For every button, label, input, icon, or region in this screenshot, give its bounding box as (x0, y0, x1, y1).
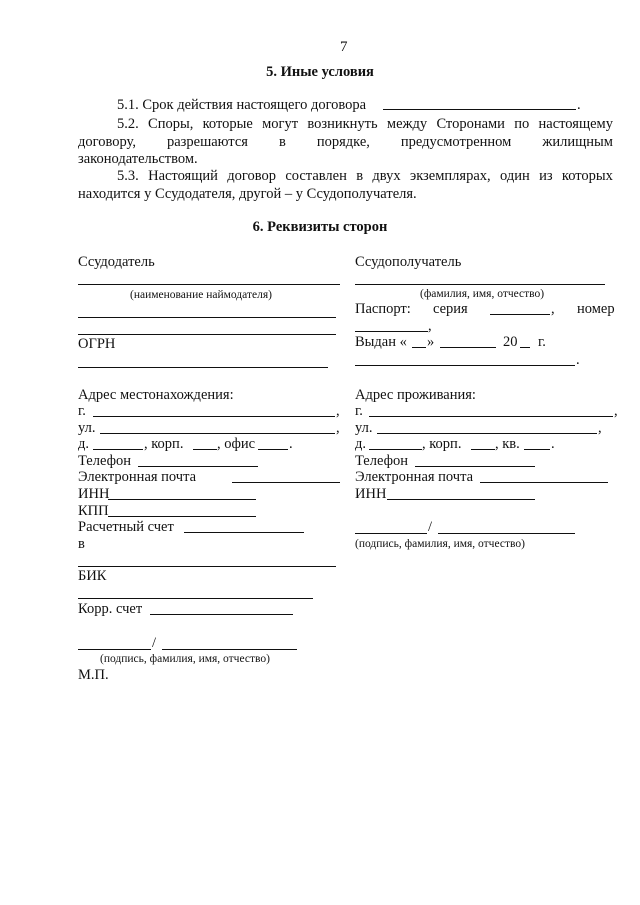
issued-label: Выдан « (355, 334, 407, 350)
issued-day-line (412, 347, 426, 348)
borrower-signature-caption: (подпись, фамилия, имя, отчество) (355, 538, 525, 550)
borrower-phone-label: Телефон (355, 453, 408, 469)
ogrn-label: ОГРН (78, 336, 116, 352)
passport-number-label: номер (577, 301, 615, 317)
ogrn-line (78, 367, 328, 368)
passport-series-label: серия (433, 301, 468, 317)
lender-slash: / (152, 635, 157, 651)
word: договор (227, 168, 276, 184)
lender-corr-line (150, 614, 293, 615)
passport-label: Паспорт: (355, 301, 411, 317)
lender-bank-line (78, 566, 336, 567)
word: могут (262, 116, 299, 132)
lender-house-label: д. (78, 436, 90, 452)
lender-fio-line (162, 649, 297, 650)
issued-year-line (520, 347, 530, 348)
lender-email-label: Электронная почта (78, 469, 197, 485)
stamp-label: М.П. (78, 667, 109, 683)
borrower-street-label: ул. (355, 420, 373, 436)
section-6-title: 6. Реквизиты сторон (252, 219, 388, 235)
lender-inn-line (108, 499, 256, 500)
lender-phone-line (138, 466, 258, 467)
borrower-email-label: Электронная почта (355, 469, 474, 485)
borrower-heading: Ссудополучатель (355, 254, 462, 270)
word: один (499, 168, 530, 184)
issued-close-quote: » (427, 334, 435, 350)
borrower-address-heading: Адрес проживания: (355, 387, 476, 403)
word: настоящему (538, 116, 613, 132)
borrower-house-label: д. (355, 436, 367, 452)
word: по (514, 116, 530, 132)
word: двух (372, 168, 401, 184)
borrower-slash: / (428, 519, 433, 535)
lender-city-label: г. (78, 403, 86, 419)
clause-5-2-line3: законодательством. (78, 151, 198, 167)
lender-account-line (184, 532, 304, 533)
lender-city-line (93, 416, 335, 417)
word: в (356, 168, 364, 184)
borrower-phone-line (415, 466, 535, 467)
lender-name-line-2 (78, 317, 336, 318)
passport-series-line (490, 314, 550, 315)
borrower-street-line (377, 433, 597, 434)
borrower-fio-line (438, 533, 575, 534)
lender-name-line (78, 284, 340, 285)
clause-5-2-line1 (117, 117, 613, 132)
lender-bank-label: в (78, 536, 85, 552)
clause-5-3-line1 (117, 169, 613, 184)
clause-5-2-line2 (78, 135, 613, 150)
lender-signature-line (78, 649, 151, 650)
lender-name-caption: (наименование наймодателя) (130, 289, 272, 301)
lender-account-label: Расчетный счет (78, 519, 174, 535)
lender-corr-label: Корр. счет (78, 601, 143, 617)
borrower-name-line (355, 284, 605, 285)
lender-inn-label: ИНН (78, 486, 110, 502)
clause-5-1-end: . (577, 97, 581, 113)
lender-address-heading: Адрес местонахождения: (78, 387, 234, 403)
lender-office-label: , офис (217, 436, 256, 452)
word: экземплярах, (409, 168, 491, 184)
word: возникнуть (307, 116, 378, 132)
word: которых (561, 168, 613, 184)
borrower-inn-label: ИНН (355, 486, 387, 502)
word: жилищным (542, 134, 613, 150)
lender-bik-line (78, 598, 313, 599)
word: которые (202, 116, 253, 132)
term-blank (383, 109, 576, 110)
lender-building-line (193, 449, 217, 450)
word: Настоящий (148, 168, 218, 184)
borrower-flat-label: , кв. (495, 436, 520, 452)
issued-year-label: 20 (503, 334, 518, 350)
section-5-title: 5. Иные условия (266, 64, 374, 80)
borrower-house-line (369, 449, 422, 450)
clause-5-3-line2: находится у Ссудодателя, другой – у Ссудополучателя. (78, 186, 417, 202)
borrower-email-line (480, 482, 608, 483)
word: в (278, 134, 286, 150)
word: разрешаются (166, 134, 248, 150)
lender-street-label: ул. (78, 420, 96, 436)
borrower-city-line (369, 416, 613, 417)
lender-signature-caption: (подпись, фамилия, имя, отчество) (100, 653, 270, 665)
borrower-flat-line (524, 449, 550, 450)
page-number: 7 (340, 39, 348, 55)
borrower-building-line (471, 449, 495, 450)
lender-office-line (258, 449, 288, 450)
borrower-name-caption: (фамилия, имя, отчество) (420, 288, 545, 300)
word: Сторонами (436, 116, 505, 132)
word: 5.2. (117, 116, 139, 132)
lender-bik-label: БИК (78, 568, 107, 584)
issued-by-line (355, 365, 575, 366)
lender-street-line (100, 433, 335, 434)
lender-kpp-label: КПП (78, 503, 109, 519)
lender-email-line (232, 482, 340, 483)
issued-month-line (440, 347, 496, 348)
borrower-building-label: , корп. (422, 436, 462, 452)
lender-heading: Ссудодатель (78, 254, 155, 270)
lender-building-label: , корп. (144, 436, 184, 452)
word: договору, (78, 134, 136, 150)
borrower-city-label: г. (355, 403, 363, 419)
borrower-inn-line (387, 499, 535, 500)
word: из (539, 168, 553, 184)
word: Споры, (148, 116, 194, 132)
word: между (386, 116, 428, 132)
lender-house-line (93, 449, 143, 450)
lender-name-line-3 (78, 334, 336, 335)
issued-year-suffix: г. (538, 334, 546, 350)
borrower-signature-line (355, 533, 427, 534)
passport-number-line (355, 331, 428, 332)
word: предусмотренном (400, 134, 512, 150)
word: 5.3. (117, 168, 139, 184)
lender-phone-label: Телефон (78, 453, 131, 469)
clause-5-1: 5.1. Срок действия настоящего договора (117, 97, 367, 113)
word: порядке, (316, 134, 370, 150)
lender-kpp-line (108, 516, 256, 517)
word: составлен (285, 168, 347, 184)
